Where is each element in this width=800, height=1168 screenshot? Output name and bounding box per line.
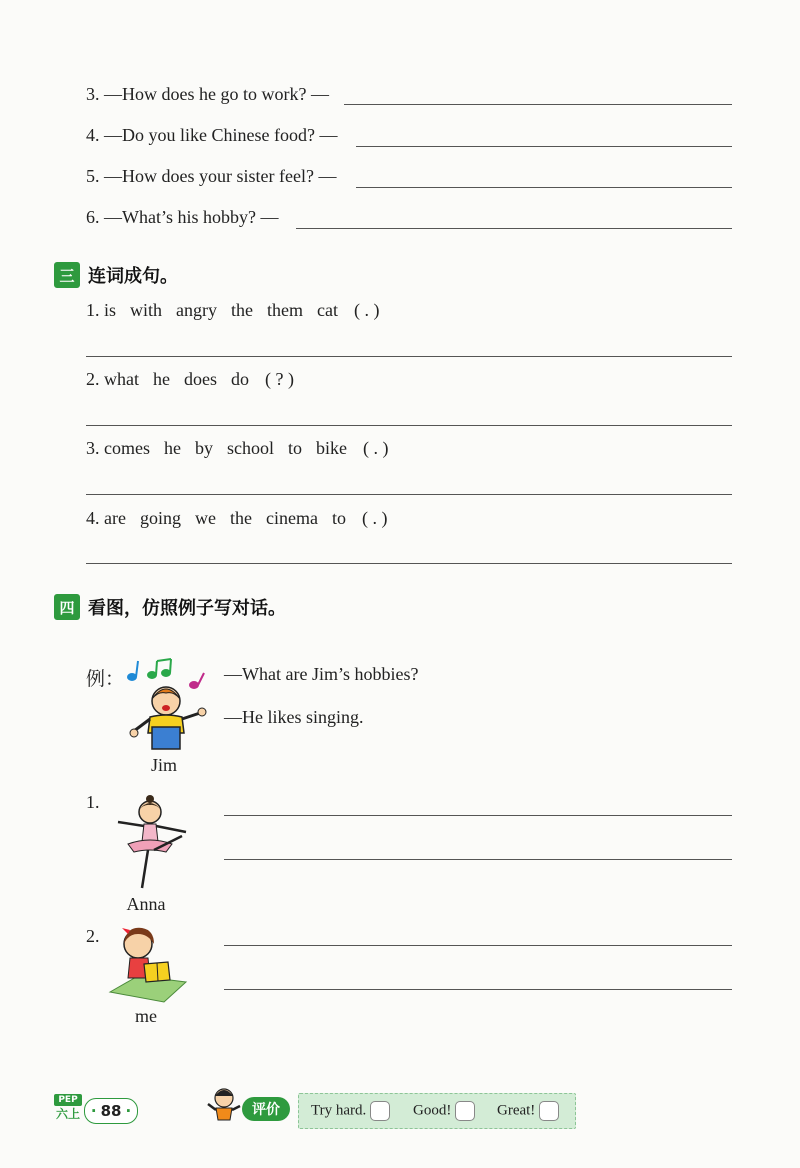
word: bike xyxy=(316,438,347,458)
page-number-pill: · 88 · xyxy=(84,1098,138,1124)
answer-line-p1b[interactable] xyxy=(224,859,732,860)
answer-line-r4[interactable] xyxy=(86,563,732,564)
word: the xyxy=(230,508,252,528)
word: them xyxy=(267,300,304,320)
example-name: Jim xyxy=(150,755,177,775)
rating-label: Great! xyxy=(497,1102,536,1119)
word: to xyxy=(331,508,346,528)
word: cinema xyxy=(266,508,318,528)
punctuation-hint: ( . ) xyxy=(354,300,380,320)
music-note-icon xyxy=(128,661,138,680)
self-rating-bar xyxy=(298,1093,576,1129)
answer-line-6[interactable] xyxy=(296,228,732,229)
reorder-item-4 xyxy=(86,508,388,529)
section-three-title: 连词成句。 xyxy=(88,266,178,287)
rating-great xyxy=(497,1101,559,1121)
answer-line-r3[interactable] xyxy=(86,494,732,495)
word: we xyxy=(195,508,216,528)
music-note-icon xyxy=(190,673,204,688)
word: school xyxy=(226,438,274,458)
reorder-item-3 xyxy=(86,438,389,459)
girl-reading-illustration xyxy=(108,922,188,1004)
picture-item-1-name: Anna xyxy=(126,894,166,914)
word: by xyxy=(194,438,213,458)
punctuation-hint: ( ? ) xyxy=(265,369,294,389)
grade-label: 六上 xyxy=(55,1107,80,1121)
section-four-title: 看图，仿照例子写对话。 xyxy=(88,598,286,619)
evaluation-badge: 评价 xyxy=(242,1097,290,1121)
answer-line-p2a[interactable] xyxy=(224,945,732,946)
answer-line-r1[interactable] xyxy=(86,356,732,357)
item-number: 4. xyxy=(86,508,100,528)
word: going xyxy=(139,508,181,528)
example-answer: —He likes singing. xyxy=(224,707,364,727)
answer-line-5[interactable] xyxy=(356,187,732,188)
double-note-icon xyxy=(148,659,171,678)
rating-checkbox-good[interactable] xyxy=(455,1101,475,1121)
example-question: —What are Jim’s hobbies? xyxy=(224,664,419,684)
word: do xyxy=(231,369,249,389)
mascot-icon xyxy=(206,1086,242,1126)
rating-good xyxy=(413,1101,475,1121)
item-number: 1. xyxy=(86,300,100,320)
section-four-badge: 四 xyxy=(54,594,80,620)
page-number: 88 xyxy=(100,1102,122,1120)
word: does xyxy=(184,369,217,389)
question-text: —How does he go to work? — xyxy=(104,84,329,104)
rating-label: Good! xyxy=(413,1102,452,1119)
picture-item-2-name: me xyxy=(135,1006,157,1026)
word: is xyxy=(104,300,117,320)
question-6 xyxy=(86,207,278,228)
word: with xyxy=(130,300,163,320)
question-text: —Do you like Chinese food? — xyxy=(104,125,338,145)
word: cat xyxy=(317,300,338,320)
word: comes xyxy=(104,438,150,458)
question-number: 6. xyxy=(86,207,100,227)
word: what xyxy=(104,369,139,389)
rating-checkbox-try-hard[interactable] xyxy=(370,1101,390,1121)
question-3 xyxy=(86,84,329,105)
word: are xyxy=(104,508,126,528)
word: the xyxy=(231,300,254,320)
punctuation-hint: ( . ) xyxy=(363,438,389,458)
rating-try-hard xyxy=(311,1101,390,1121)
answer-line-p1a[interactable] xyxy=(224,815,732,816)
item-number: 2. xyxy=(86,369,100,389)
item-number: 3. xyxy=(86,438,100,458)
picture-item-1-number: 1. xyxy=(86,792,100,812)
answer-line-r2[interactable] xyxy=(86,425,732,426)
answer-line-p2b[interactable] xyxy=(224,989,732,990)
section-three-badge: 三 xyxy=(54,262,80,288)
word: he xyxy=(163,438,181,458)
word: he xyxy=(153,369,170,389)
answer-line-3[interactable] xyxy=(344,104,732,105)
pep-label: PEP xyxy=(54,1094,82,1106)
rating-checkbox-great[interactable] xyxy=(539,1101,559,1121)
punctuation-hint: ( . ) xyxy=(362,508,388,528)
reorder-item-1 xyxy=(86,300,380,321)
question-number: 3. xyxy=(86,84,100,104)
example-label: 例： xyxy=(86,669,125,690)
reorder-item-2 xyxy=(86,369,294,390)
picture-item-2-number: 2. xyxy=(86,926,100,946)
question-number: 5. xyxy=(86,166,100,186)
question-text: —What’s his hobby? — xyxy=(104,207,279,227)
question-4 xyxy=(86,125,337,146)
answer-line-4[interactable] xyxy=(356,146,732,147)
question-text: —How does your sister feel? — xyxy=(104,166,337,186)
word: to xyxy=(287,438,302,458)
jim-singing-illustration xyxy=(120,655,216,755)
rating-label: Try hard. xyxy=(311,1102,367,1119)
question-5 xyxy=(86,166,336,187)
question-number: 4. xyxy=(86,125,100,145)
anna-dancing-illustration xyxy=(110,792,194,892)
word: angry xyxy=(176,300,218,320)
edition-mark xyxy=(54,1094,82,1124)
